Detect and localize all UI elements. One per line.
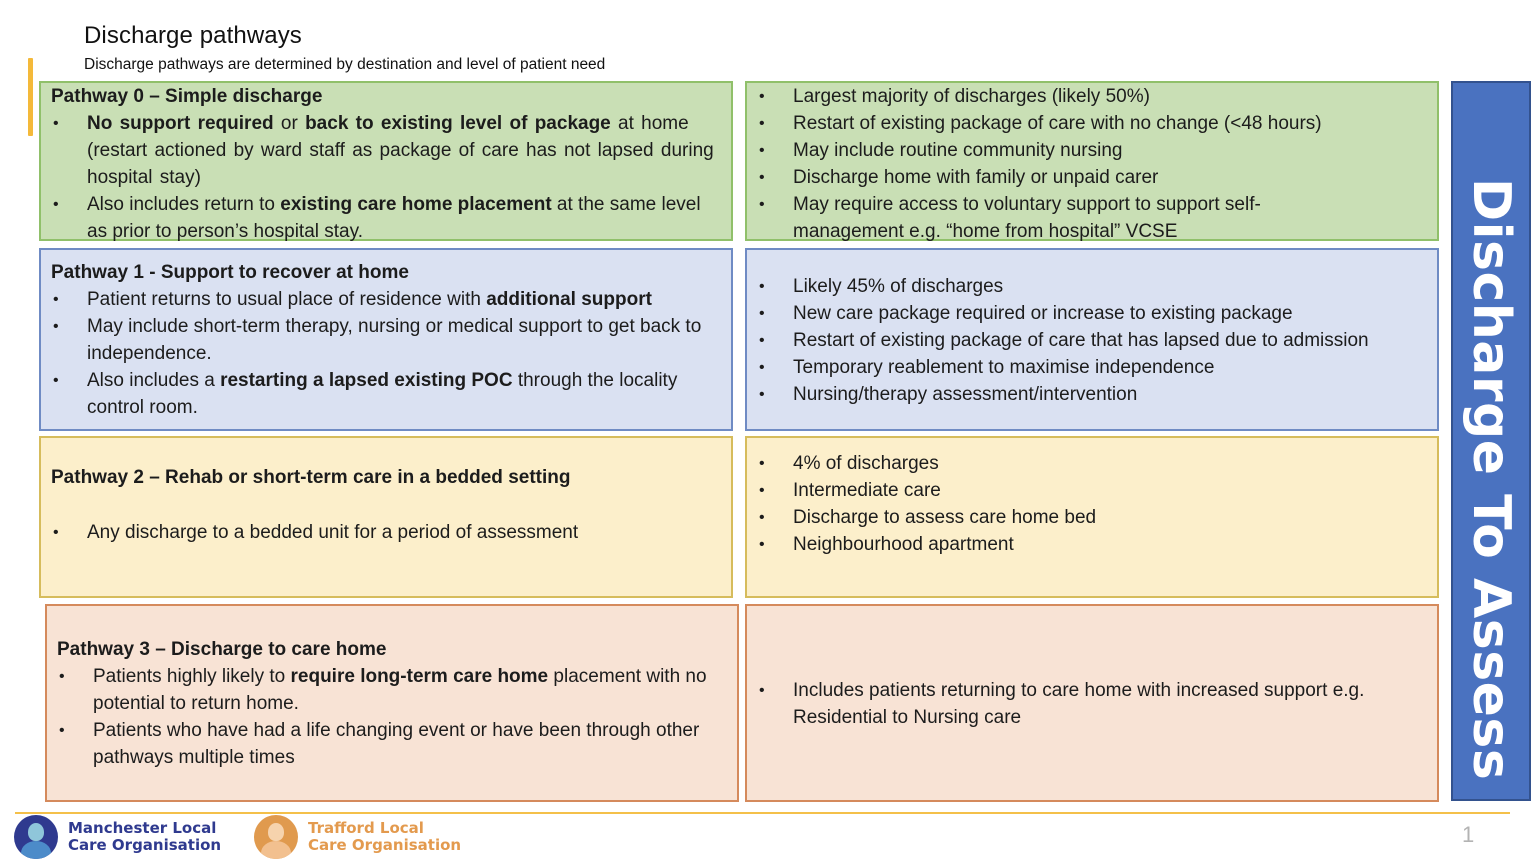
discharge-to-assess-banner: [1451, 81, 1531, 801]
pathway-1-details-list: [757, 273, 1427, 408]
logo-line-1: Trafford Local: [308, 819, 424, 837]
pathway-1-heading: Pathway 1 - Support to recover at home: [51, 262, 409, 283]
logo-line-1: Manchester Local: [68, 819, 217, 837]
footer-divider: [15, 812, 1510, 814]
pathway-3-description: [45, 604, 739, 802]
pathway-2-description-list: [51, 519, 721, 546]
page-number: 1: [1462, 822, 1475, 847]
list-item: • Likely 45% of discharges: [757, 273, 1427, 300]
pathway-2-description: [39, 436, 733, 598]
pathway-2-details-list: [757, 450, 1427, 558]
pathway-0-description-list: [51, 110, 721, 245]
page-subtitle: Discharge pathways are determined by destination and level of patient need: [84, 56, 606, 73]
manchester-lco-logo: [14, 815, 221, 859]
list-item: • Patients highly likely to require long-term care home placement with no potential to return home.: [57, 663, 727, 717]
list-item: • Temporary reablement to maximise independence: [757, 354, 1427, 381]
list-item: • Intermediate care: [757, 477, 1427, 504]
pathway-0-details: [745, 81, 1439, 241]
trafford-lco-logo: [254, 815, 461, 859]
list-item: • Restart of existing package of care with no change (<48 hours): [757, 110, 1337, 137]
pathway-0-details-list: [757, 83, 1427, 245]
list-item: • Neighbourhood apartment: [757, 531, 1427, 558]
pathway-2-details: [745, 436, 1439, 598]
pathway-1-description: [39, 248, 733, 431]
list-item: • Patient returns to usual place of residence with additional support: [51, 286, 721, 313]
list-item: • Any discharge to a bedded unit for a period of assessment: [51, 519, 721, 546]
pathway-1-details: [745, 248, 1439, 431]
list-item: • Also includes return to existing care home placement at the same level as prior to person’s hospital stay.: [51, 191, 721, 245]
list-item: • May require access to voluntary support to support self-management e.g. “home from hospital” VCSE: [757, 191, 1337, 245]
pathway-0-description: [39, 81, 733, 241]
logo-line-2: Care Organisation: [308, 836, 462, 854]
person-icon: [14, 815, 58, 859]
list-item: • Also includes a restarting a lapsed existing POC through the locality control room.: [51, 367, 721, 421]
pathway-0-heading: Pathway 0 – Simple discharge: [51, 86, 323, 107]
list-item: • May include short-term therapy, nursing or medical support to get back to independence.: [51, 313, 721, 367]
pathway-3-details-list: [757, 677, 1427, 731]
person-icon: [254, 815, 298, 859]
page-title: Discharge pathways: [84, 22, 302, 49]
list-item: • Largest majority of discharges (likely 50%): [757, 83, 1337, 110]
pathway-1-description-list: [51, 286, 721, 421]
list-item: • Nursing/therapy assessment/intervention: [757, 381, 1427, 408]
pathway-3-description-list: [57, 663, 727, 771]
pathway-3-details: [745, 604, 1439, 802]
list-item: • New care package required or increase to existing package: [757, 300, 1427, 327]
logo-line-2: Care Organisation: [68, 836, 222, 854]
pathway-2-heading: Pathway 2 – Rehab or short-term care in a bedded setting: [51, 467, 571, 488]
list-item: • Discharge to assess care home bed: [757, 504, 1427, 531]
pathway-3-heading: Pathway 3 – Discharge to care home: [57, 639, 387, 660]
list-item: • May include routine community nursing: [757, 137, 1337, 164]
list-item: • Includes patients returning to care home with increased support e.g. Residential to Nursing care: [757, 677, 1427, 731]
list-item: • Patients who have had a life changing event or have been through other pathways multiple times: [57, 717, 727, 771]
list-item: • Restart of existing package of care that has lapsed due to admission: [757, 327, 1427, 354]
list-item: • No support required or back to existing level of package at home (restart actioned by ward staff as package of care has not lapsed during hospital stay): [51, 110, 721, 191]
list-item: • Discharge home with family or unpaid carer: [757, 164, 1337, 191]
accent-bar: [28, 58, 33, 136]
list-item: • 4% of discharges: [757, 450, 1427, 477]
banner-text: Discharge To Assess: [1461, 178, 1521, 781]
